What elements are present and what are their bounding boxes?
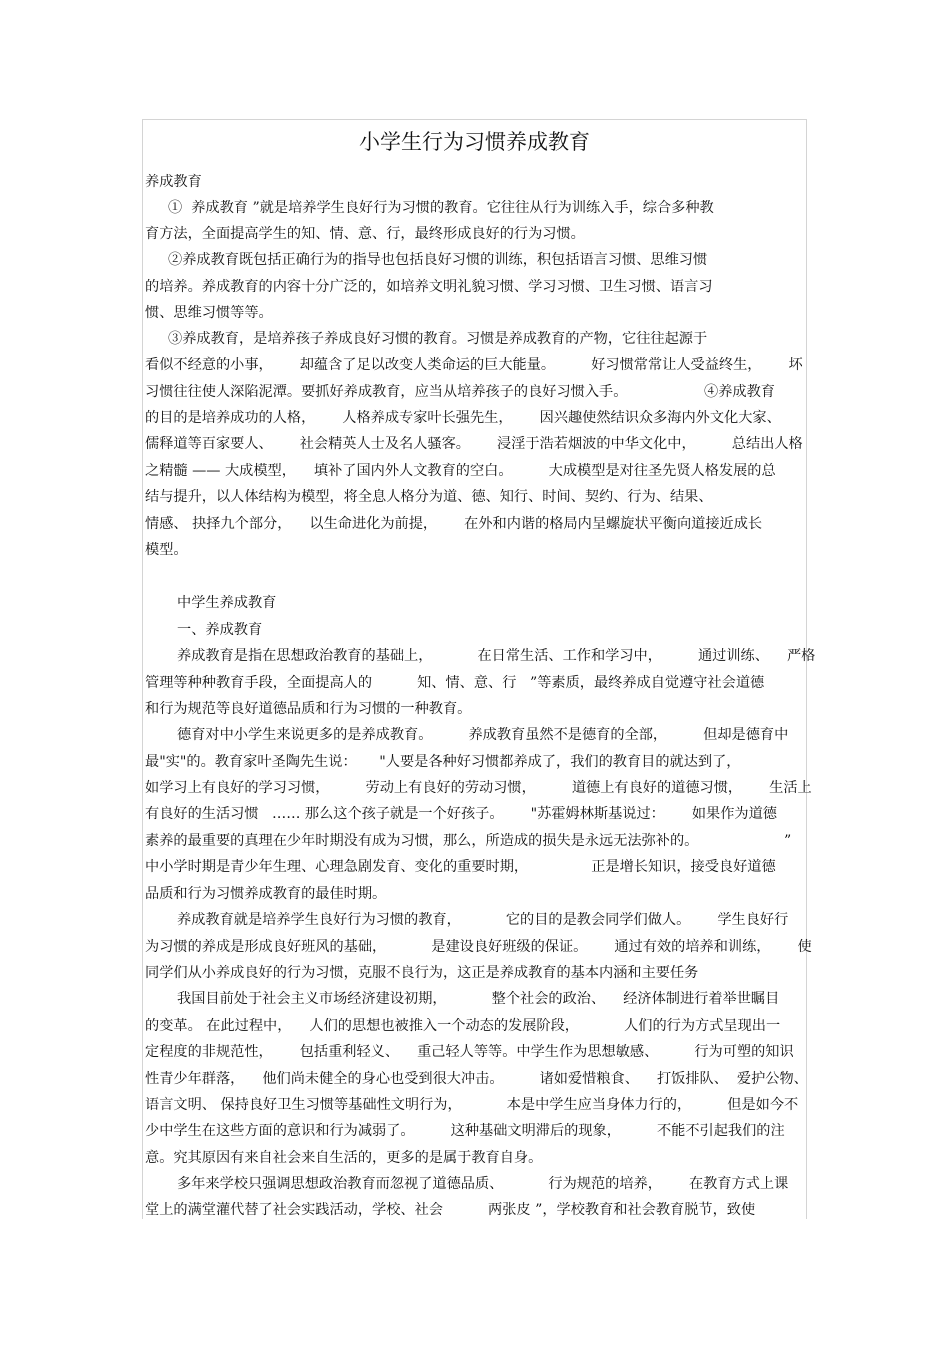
text-line: 素养的最重要的真理在少年时期没有成为习惯，那么，所造成的损失是永远无法弥补的。 ” <box>145 833 792 849</box>
text-line: 最"实"的。教育家叶圣陶先生说： "人要是各种好习惯都养成了，我们的教育目的就达到了， <box>145 754 741 770</box>
text-line: 品质和行为习惯养成教育的最佳时期。 <box>145 886 387 902</box>
text-line: 儒释道等百家要人、 社会精英人士及名人骚客。 浸淫于浩若烟波的中华文化中， 总结出人格 <box>145 436 803 452</box>
page-frame-right <box>806 119 807 1219</box>
text-line: 养成教育就是培养学生良好行为习惯的教育， 它的目的是教会同学们做人。 学生良好行 <box>177 912 789 928</box>
text-line: 多年来学校只强调思想政治教育而忽视了道德品质、 行为规范的培养， 在教育方式上课 <box>177 1176 789 1192</box>
text-line: 德育对中小学生来说更多的是养成教育。 养成教育虽然不是德育的全部， 但却是德育中 <box>177 727 789 743</box>
text-line: 同学们从小养成良好的行为习惯，克服不良行为，这正是养成教育的基本内涵和主要任务 <box>145 965 699 981</box>
text-line: 中学生养成教育 <box>177 595 277 611</box>
text-line: 如学习上有良好的学习习惯， 劳动上有良好的劳动习惯， 道德上有良好的道德习惯， 生活上 <box>145 780 812 796</box>
text-line: 语言文明、 保持良好卫生习惯等基础性文明行为， 本是中学生应当身体力行的， 但是如今不 <box>145 1097 799 1113</box>
text-line: 性青少年群落， 他们尚未健全的身心也受到很大冲击。 诸如爱惜粮食、 打饭排队、 爱护公物、 <box>145 1071 808 1087</box>
text-line: 结与提升，以人体结构为模型，将全息人格分为道、德、知行、时间、契约、行为、结果、 <box>145 489 713 505</box>
text-line: ②养成教育既包括正确行为的指导也包括良好习惯的训练，积包括语言习惯、思维习惯 <box>168 252 708 268</box>
text-line: 堂上的满堂灌代替了社会实践活动，学校、社会 两张皮 ”，学校教育和社会教育脱节，致使 <box>145 1202 756 1218</box>
text-line: 的目的是培养成功的人格， 人格养成专家叶长强先生， 因兴趣使然结识众多海内外文化大家、 <box>145 410 781 426</box>
text-line: 意。究其原因有来自社会来自生活的，更多的是属于教育自身。 <box>145 1150 543 1166</box>
document-title: 小学生行为习惯养成教育 <box>359 130 590 154</box>
text-line: 看似不经意的小事， 却蕴含了足以改变人类命运的巨大能量。 好习惯常常让人受益终生， 坏 <box>145 357 803 373</box>
text-line: 的变革。 在此过程中， 人们的思想也被推入一个动态的发展阶段， 人们的行为方式呈现出一 <box>145 1018 781 1034</box>
text-line: 的培养。养成教育的内容十分广泛的，如培养文明礼貌习惯、学习习惯、卫生习惯、语言习 <box>145 279 713 295</box>
text-line: 惯、思维习惯等等。 <box>145 305 273 321</box>
text-line: 之精髓 —— 大成模型， 填补了国内外人文教育的空白。 大成模型是对往圣先贤人格发展的总 <box>145 463 776 479</box>
text-line: ① 养成教育 ”就是培养学生良好行为习惯的教育。它往往从行为训练入手，综合多种教 <box>168 200 714 216</box>
text-line: 定程度的非规范性， 包括重利轻义、 重己轻人等等。中学生作为思想敏感、 行为可塑的知识 <box>145 1044 794 1060</box>
text-line: 少中学生在这些方面的意识和行为减弱了。 这种基础文明滞后的现象， 不能不引起我们的注 <box>145 1123 785 1139</box>
text-line: 和行为规范等良好道德品质和行为习惯的一种教育。 <box>145 701 472 717</box>
text-line: 中小学时期是青少年生理、心理急剧发育、变化的重要时期， 正是增长知识，接受良好道德 <box>145 859 776 875</box>
text-line: 养成教育 <box>145 174 202 190</box>
text-line: 模型。 <box>145 542 188 558</box>
page-frame-left <box>142 119 143 1219</box>
text-line: 有良好的生活习惯 …… 那么这个孩子就是一个好孩子。 "苏霍姆林斯基说过： 如果作为道德 <box>145 806 777 822</box>
text-line: 习惯往往使人深陷泥潭。要抓好养成教育，应当从培养孩子的良好习惯入手。 ④养成教育 <box>145 384 775 400</box>
page-frame-top <box>142 119 807 120</box>
text-line: ③养成教育，是培养孩子养成良好习惯的教育。习惯是养成教育的产物，它往往起源于 <box>168 331 708 347</box>
text-line: 我国目前处于社会主义市场经济建设初期， 整个社会的政治、 经济体制进行着举世瞩目 <box>177 991 780 1007</box>
text-line: 育方法，全面提高学生的知、情、意、行，最终形成良好的行为习惯。 <box>145 226 585 242</box>
text-line: 为习惯的养成是形成良好班风的基础， 是建设良好班级的保证。 通过有效的培养和训练， 使 <box>145 939 812 955</box>
text-line: 管理等种种教育手段，全面提高人的 知、情、意、行 ”等素质，最终养成自觉遵守社会道德 <box>145 675 765 691</box>
text-line: 一、养成教育 <box>177 622 263 638</box>
text-line: 情感、 抉择九个部分， 以生命进化为前提， 在外和内谐的格局内呈螺旋状平衡向道接近成长 <box>145 516 763 532</box>
text-line: 养成教育是指在思想政治教育的基础上， 在日常生活、工作和学习中， 通过训练、 严格 <box>177 648 816 664</box>
